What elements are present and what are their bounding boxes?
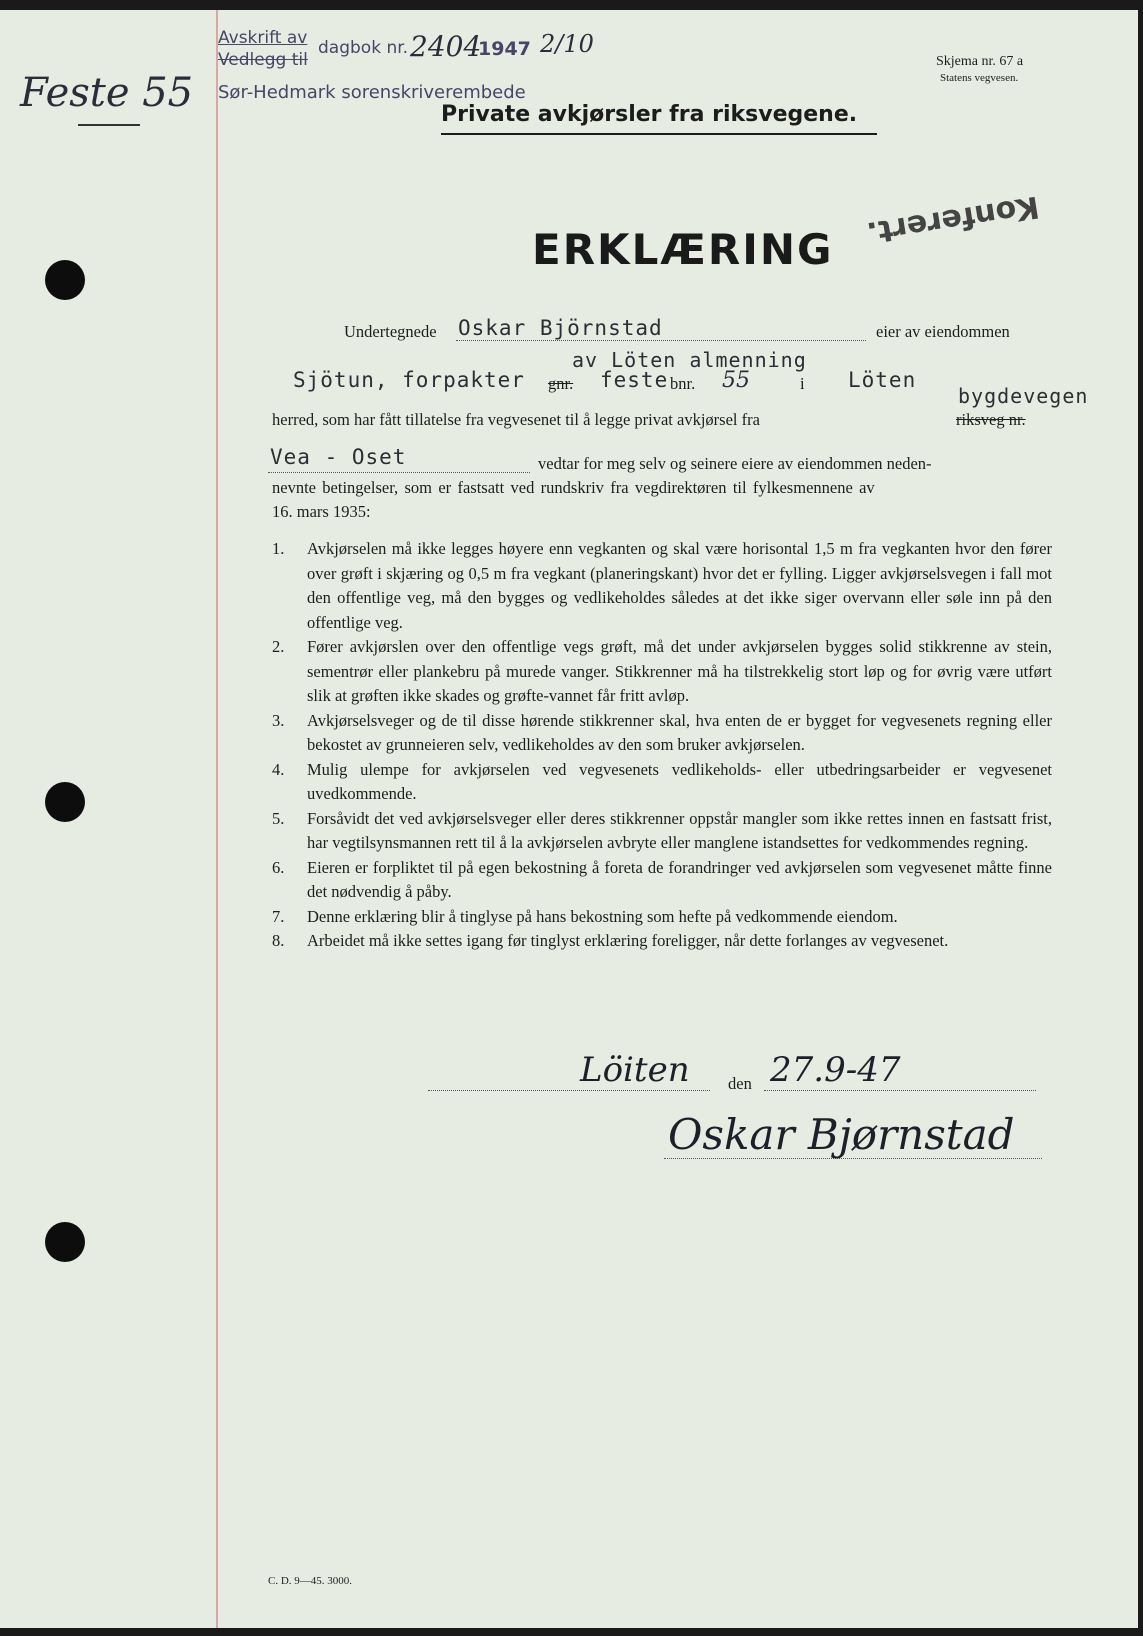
- condition-number: 2.: [272, 637, 285, 656]
- condition-item: [262, 856, 1052, 905]
- condition-number: 5.: [272, 808, 285, 828]
- vedtar-text: vedtar for meg selv og seinere eiere av eiendommen neden-: [538, 454, 932, 473]
- stamp-vedlegg: Vedlegg til: [218, 50, 308, 70]
- office-stamp: Sør-Hedmark sorenskriverembede: [218, 82, 526, 103]
- bnr-value: 55: [722, 368, 750, 393]
- condition-text: Fører avkjørslen over den offentlige vegs grøft, må det under avkjørselen bygges solid stikkrenne av stein, sementrør eller plankebru på murede vanger. Stikkrenner må ha tilstrekkelig stort løp og for øvrig være utført slik at grøften ikke skades og grøfte-vannet får fritt avløp.: [307, 637, 1052, 705]
- herred-value: Löten: [848, 368, 917, 392]
- road-name: Vea - Oset: [270, 445, 407, 469]
- dagbok-year: 1947: [478, 38, 531, 60]
- form-title: Private avkjørsler fra riksvegene.: [441, 102, 858, 127]
- condition-text: Eieren er forpliktet til på egen bekostning å foreta de forandringer ved avkjørselen som vegvesenet måtte finne det nødvendig å påby.: [307, 857, 1052, 901]
- date-1935-text: 16. mars 1935:: [272, 502, 371, 521]
- condition-item: [262, 905, 1052, 930]
- statens-vegvesen: Statens vegvesen.: [940, 72, 1019, 84]
- condition-text: Denne erklæring blir å tinglyse på hans bekostning som hefte på vedkommende eiendom.: [307, 906, 898, 926]
- condition-text: Avkjørselsveger og de til disse hørende stikkrenner skal, hva enten de er bygget for vegvesenets regning eller bekostet av grunneieren selv, vedlikeholdes av den som bruker avkjørselen.: [307, 710, 1052, 754]
- condition-item: [262, 537, 1052, 635]
- conditions-list: [262, 537, 1052, 954]
- riksveg-struck: riksveg nr.: [956, 410, 1026, 429]
- feste-text: feste: [600, 368, 669, 392]
- fill-line-name: [456, 340, 866, 341]
- margin-line: [216, 10, 218, 1628]
- condition-number: 1.: [272, 539, 285, 558]
- condition-item: [262, 709, 1052, 758]
- condition-number: 7.: [272, 906, 285, 926]
- punch-hole: [45, 260, 85, 300]
- condition-text: Mulig ulempe for avkjørselen ved vegvesenets vedlikeholds- eller utbedringsarbeider er vegvesenet uvedkommende.: [307, 759, 1052, 803]
- signer-name: Oskar Björnstad: [458, 316, 663, 340]
- stamp-dagbok-label: dagbok nr.: [318, 38, 409, 58]
- konferert-stamp: Konferert.: [864, 188, 1042, 251]
- punch-hole: [45, 1222, 85, 1262]
- skjema-number: Skjema nr. 67 a: [936, 54, 1024, 69]
- road-type: bygdevegen: [958, 384, 1089, 408]
- den-label: den: [728, 1074, 752, 1093]
- fill-line-place: [428, 1090, 710, 1091]
- document-page: [0, 10, 1138, 1628]
- fill-line-date: [764, 1090, 1036, 1091]
- property-extra: av Löten almenning: [572, 348, 807, 372]
- condition-item: [262, 929, 1052, 954]
- gnr-struck: gnr.: [548, 374, 574, 393]
- betingelser-text: nevnte betingelser, som er fastsatt ved rundskriv fra vegdirektøren til fylkesmennene av: [272, 478, 875, 497]
- punch-hole: [45, 782, 85, 822]
- condition-text: Arbeidet må ikke settes igang før tinglyst erklæring foreligger, når dette forlanges av vegvesenet.: [307, 931, 949, 950]
- fill-line-road: [268, 472, 530, 473]
- condition-item: [262, 758, 1052, 807]
- margin-note-underline: [78, 124, 140, 126]
- condition-text: Forsåvidt det ved avkjørselsveger eller deres stikkrenner oppstår mangler som ikke rettes innen en fastsatt frist, har vegtilsynsmannen rett til å la avkjørselen avbryte eller manglene istandsettes for vedkommendes regning.: [307, 808, 1052, 852]
- dagbok-number: 2404: [410, 30, 482, 63]
- i-label: i: [800, 374, 805, 393]
- document-heading: ERKLÆRING: [532, 225, 834, 274]
- print-footer: C. D. 9—45. 3000.: [268, 1575, 353, 1587]
- condition-item: [262, 635, 1052, 709]
- property-name: Sjötun, forpakter: [293, 368, 525, 392]
- title-underline: [441, 133, 877, 135]
- condition-number: 3.: [272, 710, 285, 730]
- condition-number: 4.: [272, 759, 285, 779]
- dagbok-date: 2/10: [540, 30, 594, 58]
- undertegnede-label: Undertegnede: [344, 322, 437, 341]
- condition-number: 6.: [272, 857, 285, 877]
- bnr-label: bnr.: [670, 374, 696, 393]
- condition-item: [262, 807, 1052, 856]
- stamp-avskrift: Avskrift av: [218, 28, 308, 48]
- signature-place: Löiten: [580, 1050, 690, 1090]
- signature: Oskar Bjørnstad: [668, 1110, 1015, 1159]
- margin-note: Feste 55: [20, 70, 194, 116]
- eier-label: eier av eiendommen: [876, 322, 1010, 341]
- condition-number: 8.: [272, 931, 285, 950]
- signature-date: 27.9-47: [770, 1050, 901, 1090]
- permission-text: herred, som har fått tillatelse fra vegvesenet til å legge privat avkjørsel fra: [272, 410, 760, 429]
- condition-text: Avkjørselen må ikke legges høyere enn vegkanten og skal være horisontal 1,5 m fra vegkanten hvor den fører over grøft i skjæring og 0,5 m fra vegkant (planeringskant) hvor det er fylling. Ligger avkjørselsvegen i fall mot den offentlige veg, må den bygges og vedlikeholdes således at det ikke siger overvann eller søle inn på den offentlige veg.: [307, 539, 1052, 632]
